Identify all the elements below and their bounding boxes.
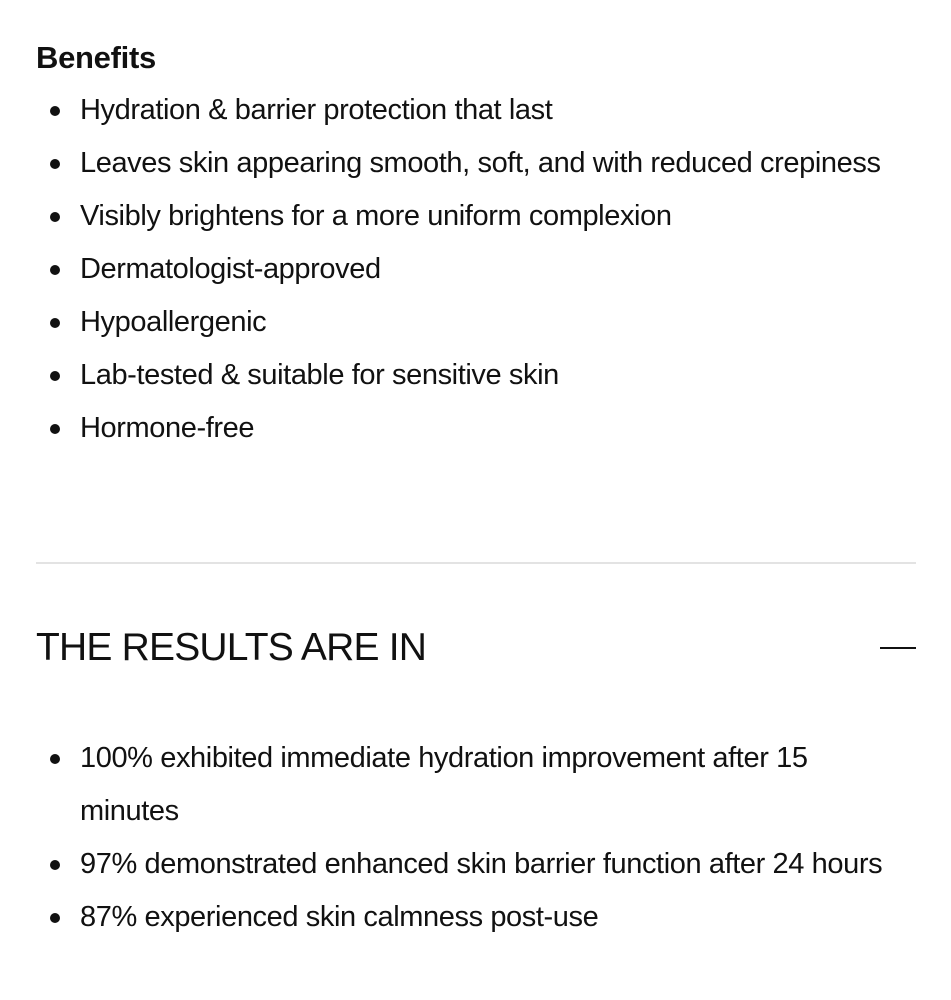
- benefit-text: Dermatologist-approved: [80, 253, 381, 285]
- benefit-text: Hypoallergenic: [80, 306, 267, 338]
- list-item: [36, 137, 896, 190]
- bullet-icon: [50, 318, 60, 328]
- bullet-icon: [50, 212, 60, 222]
- bullet-icon: [50, 106, 60, 116]
- benefit-text: Leaves skin appearing smooth, soft, and with reduced crepiness: [80, 147, 881, 179]
- list-item: [36, 296, 896, 349]
- bullet-icon: [50, 860, 60, 870]
- minus-icon[interactable]: [880, 620, 916, 676]
- list-item: [36, 84, 896, 137]
- list-item: [36, 349, 896, 402]
- list-item: [36, 838, 896, 891]
- results-section-title: THE RESULTS ARE IN: [36, 626, 427, 669]
- bullet-icon: [50, 371, 60, 381]
- bullet-icon: [50, 265, 60, 275]
- product-details: [36, 0, 916, 1000]
- result-text: 87% experienced skin calmness post-use: [80, 901, 599, 933]
- benefit-text: Hormone-free: [80, 412, 255, 444]
- list-item: [36, 891, 896, 944]
- list-item: [36, 243, 896, 296]
- results-list: [36, 732, 896, 944]
- benefits-heading: Benefits: [36, 40, 156, 75]
- benefit-text: Lab-tested & suitable for sensitive skin: [80, 359, 559, 391]
- bullet-icon: [50, 424, 60, 434]
- result-text: 97% demonstrated enhanced skin barrier function after 24 hours: [80, 848, 883, 880]
- benefit-text: Hydration & barrier protection that last: [80, 94, 553, 126]
- bullet-icon: [50, 913, 60, 923]
- bullet-icon: [50, 754, 60, 764]
- results-accordion-toggle[interactable]: [36, 620, 916, 676]
- section-divider: [36, 562, 916, 564]
- benefit-text: Visibly brightens for a more uniform complexion: [80, 200, 672, 232]
- list-item: [36, 402, 896, 455]
- result-text: 100% exhibited immediate hydration improvement after 15 minutes: [80, 742, 808, 827]
- bullet-icon: [50, 159, 60, 169]
- benefits-list: [36, 84, 896, 455]
- list-item: [36, 190, 896, 243]
- list-item: [36, 732, 896, 838]
